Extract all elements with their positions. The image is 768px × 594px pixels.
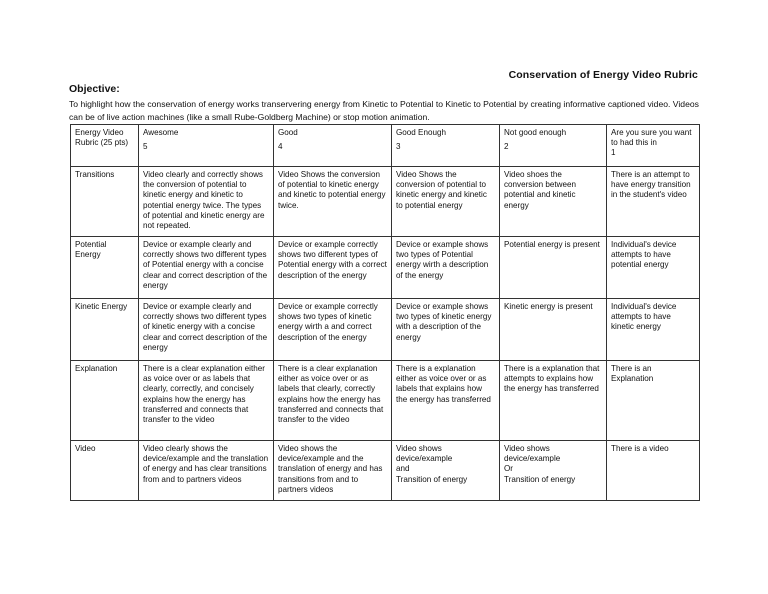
rubric-cell: There is a clear explanation either as voice over or as labels that clearly, correctly, and concisely explains how the energy has transferred and connects that transfer to the video [139,361,274,441]
header-cell-good [274,125,392,167]
row-label: Potential Energy [71,237,139,299]
rubric-cell: Video shows device/example and Transition of energy [392,441,500,501]
objective-label: Objective: [69,83,120,95]
header-label: Are you sure you want to had this in [611,128,692,148]
rubric-cell: Individual's device attempts to have kinetic energy [607,299,700,361]
rubric-cell: Device or example correctly shows two types of kinetic energy wirth a and correct description of the energy [274,299,392,361]
rubric-row-video [71,441,700,501]
header-score: 5 [143,142,148,152]
rubric-cell: Video Shows the conversion of potential to kinetic energy and kinetic to potential energy [392,167,500,237]
rubric-cell: Individual's device attempts to have potential energy [607,237,700,299]
rubric-cell: Device or example shows two types of kinetic energy with a description of the energy [392,299,500,361]
header-score: 4 [278,142,283,152]
rubric-corner-cell: Energy Video Rubric (25 pts) [71,125,139,167]
document-title: Conservation of Energy Video Rubric [508,69,698,81]
rubric-cell: There is an Explanation [607,361,700,441]
header-cell-not-good-enough [500,125,607,167]
rubric-row-transitions [71,167,700,237]
rubric-cell: Video Shows the conversion of potential to kinetic energy and kinetic to potential energy twice. [274,167,392,237]
rubric-cell: Device or example clearly and correctly shows two different types of Potential energy with a concise clear and correct description of the energy [139,237,274,299]
row-label: Explanation [71,361,139,441]
rubric-cell: There is a explanation either as voice over or as labels that explains how the energy has transferred [392,361,500,441]
header-cell-are-you-sure [607,125,700,167]
header-score: 3 [396,142,401,152]
header-cell-good-enough [392,125,500,167]
rubric-cell: Kinetic energy is present [500,299,607,361]
rubric-cell: Video shoes the conversion between potential and kinetic energy [500,167,607,237]
rubric-cell: Video shows device/example Or Transition of energy [500,441,607,501]
rubric-row-kinetic-energy [71,299,700,361]
header-score: 1 [611,148,616,158]
header-label: Awesome [143,128,179,137]
row-label: Transitions [71,167,139,237]
objective-text: To highlight how the conservation of energy works transervering energy from Kinetic to Potential to Kinetic to Potential by creating informative captioned video. Videos can be of live action machines (like a small Rube-Goldberg Machine) or stop motion animation. [69,99,699,122]
header-label: Good Enough [396,128,446,137]
header-score: 2 [504,142,509,152]
rubric-cell: Video clearly shows the device/example and the translation of energy and has clear transitions from and to partners videos [139,441,274,501]
rubric-row-explanation [71,361,700,441]
rubric-cell: Potential energy is present [500,237,607,299]
rubric-cell: Device or example shows two types of Potential energy wirth a description of the energy [392,237,500,299]
rubric-cell: There is an attempt to have energy transition in the student's video [607,167,700,237]
rubric-cell: Device or example correctly shows two different types of Potential energy with a correct description of the energy [274,237,392,299]
rubric-cell: Video shows the device/example and the translation of energy and has transitions from and to partners videos [274,441,392,501]
header-label: Not good enough [504,128,567,137]
rubric-cell: There is a video [607,441,700,501]
rubric-table [70,124,700,501]
header-cell-awesome [139,125,274,167]
rubric-header-row [71,125,700,167]
rubric-row-potential-energy [71,237,700,299]
rubric-cell: There is a clear explanation either as voice over or as labels that clearly, correctly explains how the energy has transferred and connects that transfer to the video [274,361,392,441]
row-label: Kinetic Energy [71,299,139,361]
header-label: Good [278,128,298,137]
rubric-cell: Device or example clearly and correctly shows two different types of kinetic energy with a concise clear and correct description of the energy [139,299,274,361]
rubric-cell: Video clearly and correctly shows the conversion of potential to kinetic energy and kinetic to potential energy twice. The types of potential and kinetic energy are not repeated. [139,167,274,237]
rubric-cell: There is a explanation that attempts to explains how the energy has transferred [500,361,607,441]
row-label: Video [71,441,139,501]
